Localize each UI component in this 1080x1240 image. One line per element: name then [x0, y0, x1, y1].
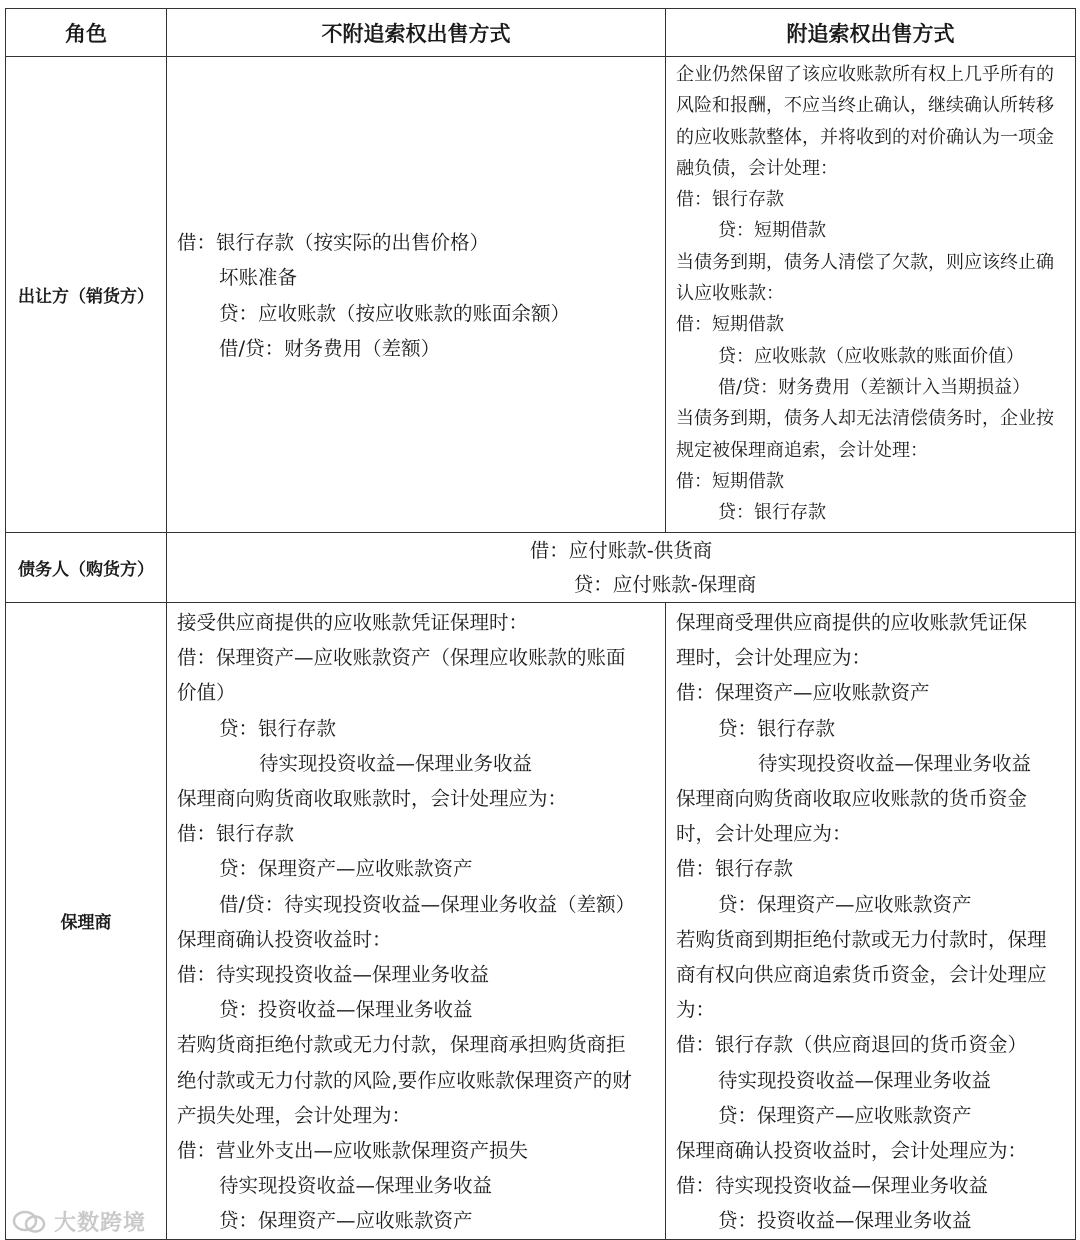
entry-line: 借：待实现投资收益—保理业务收益 [676, 1174, 989, 1198]
entry-line: 借/贷：待实现投资收益—保理业务收益（差额） [219, 892, 636, 916]
entry-line: 商有权向供应商追索货币资金，会计处理应 [676, 963, 1047, 987]
entry-line: 借：待实现投资收益—保理业务收益 [177, 963, 490, 987]
debtor-line-credit: 贷：应付账款-保理商 [573, 572, 757, 596]
entry-line: 借：银行存款 [676, 189, 784, 211]
entry-list [167, 603, 665, 1239]
entry-line: 风险和报酬，不应当终止确认，继续确认所转移 [676, 95, 1054, 117]
entry-line: 贷：投资收益—保理业务收益 [718, 1209, 972, 1233]
accounting-table [5, 8, 1076, 1240]
entry-line: 保理商确认投资收益时： [177, 927, 392, 951]
header-role: 角色 [6, 9, 167, 57]
entry-line: 贷：保理资产—应收账款资产 [219, 857, 473, 881]
entry-line: 当债务到期，债务人却无法清偿债务时，企业按 [676, 408, 1054, 430]
seller-row [6, 57, 1076, 533]
entry-line: 贷：银行存款 [718, 716, 836, 740]
entry-line: 融负债，会计处理： [676, 157, 838, 179]
entry-line: 贷：投资收益—保理业务收益 [219, 998, 473, 1022]
entry-line: 借：银行存款 [177, 822, 295, 846]
entry-line: 当债务到期，债务人清偿了欠款，则应该终止确 [676, 251, 1054, 273]
entry-line: 若购货商拒绝付款或无力付款，保理商承担购货商拒 [177, 1033, 626, 1057]
debtor-cell [167, 533, 1076, 603]
role-seller: 出让方（销货方） [6, 57, 167, 533]
entry-line: 保理商向购货商收取应收账款的货币资金 [676, 787, 1028, 811]
entry-line: 借/贷：财务费用（差额） [219, 336, 441, 360]
entry-line: 借/贷：财务费用（差额计入当期损益） [718, 376, 1031, 398]
entry-line: 借：银行存款 [676, 857, 794, 881]
entry-line: 借：银行存款（供应商退回的货币资金） [676, 1033, 1028, 1057]
entry-list [167, 223, 665, 366]
watermark [10, 1206, 146, 1237]
entry-line: 企业仍然保留了该应收账款所有权上几乎所有的 [676, 64, 1054, 85]
entry-line: 借：保理资产—应收账款资产 [676, 681, 930, 705]
seller-no-recourse-cell [167, 57, 666, 533]
entry-line: 贷：保理资产—应收账款资产 [219, 1209, 473, 1233]
entry-line: 保理商向购货商收取账款时，会计处理应为： [177, 787, 568, 811]
entry-line: 待实现投资收益—保理业务收益 [219, 1174, 493, 1198]
role-factor: 保理商 [6, 603, 167, 1240]
header-no-recourse: 不附追索权出售方式 [167, 9, 666, 57]
debtor-line-debit: 借：应付账款-供货商 [529, 538, 713, 562]
entry-line: 保理商受理供应商提供的应收账款凭证保 [676, 611, 1028, 634]
entry-line: 贷：应收账款（应收账款的账面价值） [718, 345, 1024, 367]
entry-line: 借：营业外支出—应收账款保理资产损失 [177, 1139, 529, 1163]
entry-line: 若购货商到期拒绝付款或无力付款时，保理 [676, 927, 1047, 951]
entry-line: 认应收账款： [676, 283, 784, 305]
seller-with-recourse-cell [666, 57, 1076, 533]
entry-line: 保理商确认投资收益时，会计处理应为： [676, 1139, 1028, 1163]
entry-line: 贷：银行存款 [718, 502, 826, 524]
factor-row [6, 603, 1076, 1240]
factor-with-recourse-cell [666, 603, 1076, 1240]
entry-line: 贷：短期借款 [718, 220, 826, 242]
entry-line: 贷：保理资产—应收账款资产 [718, 1103, 972, 1127]
factor-no-recourse-cell [167, 603, 666, 1240]
entry-line: 规定被保理商追索，会计处理： [676, 439, 928, 461]
entry-line: 贷：保理资产—应收账款资产 [718, 892, 972, 916]
entry-line: 绝付款或无力付款的风险,要作应收账款保理资产的财 [177, 1068, 632, 1092]
entry-line: 待实现投资收益—保理业务收益 [718, 1068, 992, 1092]
entry-line: 借：短期借款 [676, 470, 784, 492]
header-with-recourse: 附追索权出售方式 [666, 9, 1076, 57]
entry-line: 借：短期借款 [676, 314, 784, 336]
entry-line: 借：银行存款（按实际的出售价格） [177, 231, 490, 255]
entry-line: 待实现投资收益—保理业务收益 [259, 751, 533, 775]
entry-line: 时，会计处理应为： [676, 822, 852, 846]
debtor-row [6, 533, 1076, 603]
entry-line: 产损失处理，会计处理为： [177, 1103, 412, 1127]
entry-line: 待实现投资收益—保理业务收益 [758, 751, 1032, 775]
entry-line: 接受供应商提供的应收账款凭证保理时： [177, 611, 529, 634]
wechat-icon [10, 1210, 48, 1234]
entry-line: 贷：应收账款（按应收账款的账面余额） [219, 301, 571, 325]
entry-line: 坏账准备 [219, 266, 298, 290]
watermark-text: 大数跨境 [54, 1211, 147, 1236]
entry-line: 的应收账款整体，并将收到的对价确认为一项金 [676, 126, 1054, 148]
entry-line: 价值） [177, 681, 236, 705]
entry-line: 借：保理资产—应收账款资产（保理应收账款的账面 [177, 646, 626, 670]
entry-list [666, 57, 1075, 528]
header-row [6, 9, 1076, 57]
debtor-entry [167, 534, 1075, 602]
entry-line: 理时，会计处理应为： [676, 646, 872, 670]
entry-list [666, 603, 1075, 1239]
entry-line: 为： [676, 998, 716, 1022]
entry-line: 贷：银行存款 [219, 716, 337, 740]
role-debtor: 债务人（购货方） [6, 533, 167, 603]
